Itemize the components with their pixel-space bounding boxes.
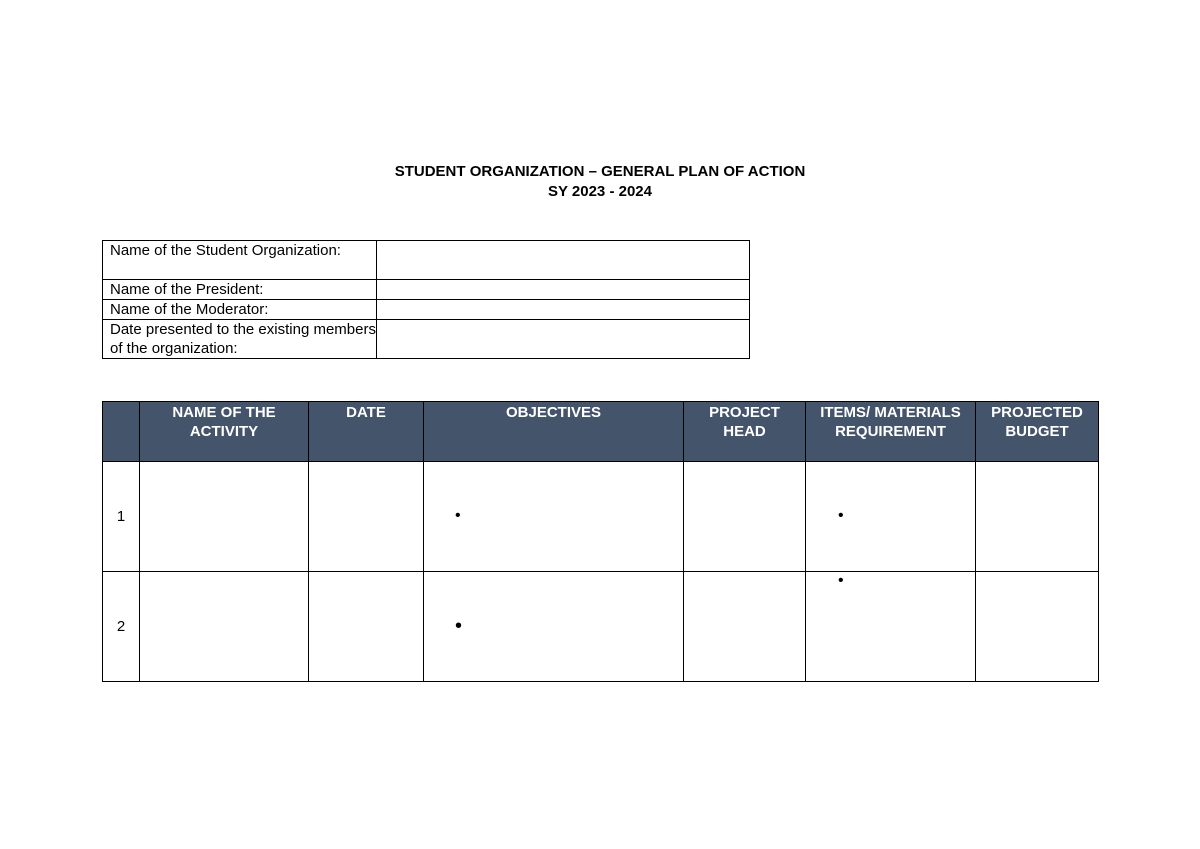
header-objectives: OBJECTIVES xyxy=(424,402,684,462)
header-items-materials: ITEMS/ MATERIALS REQUIREMENT xyxy=(806,402,976,462)
label-moderator: Name of the Moderator: xyxy=(103,300,377,320)
title-line-1: STUDENT ORGANIZATION – GENERAL PLAN OF ACTION xyxy=(394,163,806,180)
title-line-2: SY 2023 - 2024 xyxy=(548,183,652,200)
cell-items-materials[interactable] xyxy=(806,462,976,572)
organization-info-table xyxy=(102,240,750,359)
items-bullet: • xyxy=(838,507,844,524)
header-number xyxy=(103,402,140,462)
cell-objectives[interactable] xyxy=(424,572,684,682)
table-row xyxy=(103,572,1099,682)
cell-projected-budget[interactable] xyxy=(976,572,1099,682)
cell-date[interactable] xyxy=(309,462,424,572)
cell-date[interactable] xyxy=(309,572,424,682)
label-president: Name of the President: xyxy=(103,280,377,300)
cell-project-head[interactable] xyxy=(684,572,806,682)
field-president[interactable] xyxy=(377,280,750,300)
header-projected-budget: PROJECTED BUDGET xyxy=(976,402,1099,462)
info-row-date-presented xyxy=(103,320,750,359)
label-organization-name: Name of the Student Organization: xyxy=(103,241,377,280)
field-date-presented[interactable] xyxy=(377,320,750,359)
objective-bullet: • xyxy=(455,507,461,524)
plan-of-action-table xyxy=(102,401,1099,682)
header-row xyxy=(103,402,1099,462)
field-organization-name[interactable] xyxy=(377,241,750,280)
document-title xyxy=(0,162,1200,202)
cell-projected-budget[interactable] xyxy=(976,462,1099,572)
info-row-organization xyxy=(103,241,750,280)
row-number: 2 xyxy=(103,572,140,682)
objective-bullet: • xyxy=(455,615,463,637)
info-row-moderator xyxy=(103,300,750,320)
header-activity-name: NAME OF THE ACTIVITY xyxy=(140,402,309,462)
items-bullet: • xyxy=(838,572,844,589)
cell-items-materials[interactable] xyxy=(806,572,976,682)
field-moderator[interactable] xyxy=(377,300,750,320)
header-date: DATE xyxy=(309,402,424,462)
row-number: 1 xyxy=(103,462,140,572)
label-date-presented: Date presented to the existing members of the organization: xyxy=(103,320,377,359)
cell-project-head[interactable] xyxy=(684,462,806,572)
info-row-president xyxy=(103,280,750,300)
cell-objectives[interactable] xyxy=(424,462,684,572)
cell-activity-name[interactable] xyxy=(140,462,309,572)
cell-activity-name[interactable] xyxy=(140,572,309,682)
table-row xyxy=(103,462,1099,572)
header-project-head: PROJECT HEAD xyxy=(684,402,806,462)
